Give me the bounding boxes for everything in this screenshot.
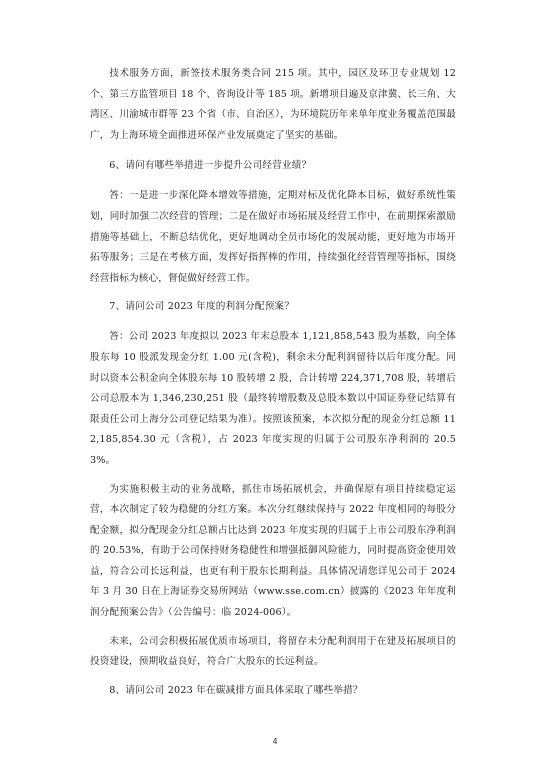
question-6: 6、请问有哪些举措进一步提升公司经营业绩？ — [109, 160, 312, 172]
paragraph-future-outlook: 未来，公司会积极拓展优质市场项目，将留存未分配利润用于在建及拓展项目的投资建设，预期收益良好，符合广大股东的长远利益。 — [90, 635, 456, 668]
page-number: 4 — [272, 737, 278, 746]
paragraph-technical-services: 技术服务方面，新签技术服务类合同 215 项。其中，园区及环卫专业规划 12 个、第三方监管项目 18 个、咨询设计等 185 项。新增项目遍及京津冀、长三角、大湾区、川渝城市群等 23 个省（市、自治区），为环境院历年来单年度业务覆盖范围最广，为上海环境全面推进环保产业发展奠定了坚实的基础。 — [90, 68, 456, 141]
paragraph-dividend-strategy: 为实施积极主动的业务战略，抓住市场拓展机会，并确保原有项目持续稳定运营，本次制定了较为稳健的分红方案。本次分红继续保持与 2022 年度相同的每股分配金额，拟分配现金分红总额占比达到 2023 年度实现的归属于上市公司股东净利润的 20.53%，有助于公司保持财务稳健性和增强抵御风险能力，同时提高资金使用效益，符合公司长远利益，也更有利于股东长期利益。具体情况请您详见公司于 2024 年 3 月 30 日在上海证券交易所网站（www.sse.com.cn）披露的《2023 年年度利润分配预案公告》（公告编号：临 2024-006）。 — [90, 483, 456, 619]
answer-7: 答：公司 2023 年度拟以 2023 年末总股本 1,121,858,543 股为基数，向全体股东每 10 股派发现金分红 1.00 元(含税)，剩余未分配利润留待以后年度分配。同时以资本公积金向全体股东每 10 股转增 2 股，合计转增 224,371,708 股，转增后公司总股本为 1,346,230,251 股（最终转增股数及总股本数以中国证券登记结算有限责任公司上海分公司登记结果为准）。按照该预案，本次拟分配的现金分红总额 112,185,854.30 元（含税），占 2023 年度实现的归属于公司股东净利润的 20.53%。 — [90, 331, 456, 466]
answer-6: 答：一是进一步深化降本增效等措施，定期对标及优化降本目标，做好系统性策划，同时加强二次经营的管理；二是在做好市场拓展及经营工作中，在前期探索激励措施等基础上，不断总结优化，更好地调动全员市场化的发展动能，更好地为市场开拓等服务；三是在考核方面，发挥好指挥棒的作用，持续强化经营管理等指标，围绕经营指标为核心，督促做好经营工作。 — [90, 190, 456, 284]
question-8: 8、请问公司 2023 年在碳减排方面具体采取了哪些举措？ — [109, 684, 363, 696]
document-body — [90, 64, 456, 711]
question-7: 7、请问公司 2023 年度的利润分配预案？ — [109, 301, 295, 313]
